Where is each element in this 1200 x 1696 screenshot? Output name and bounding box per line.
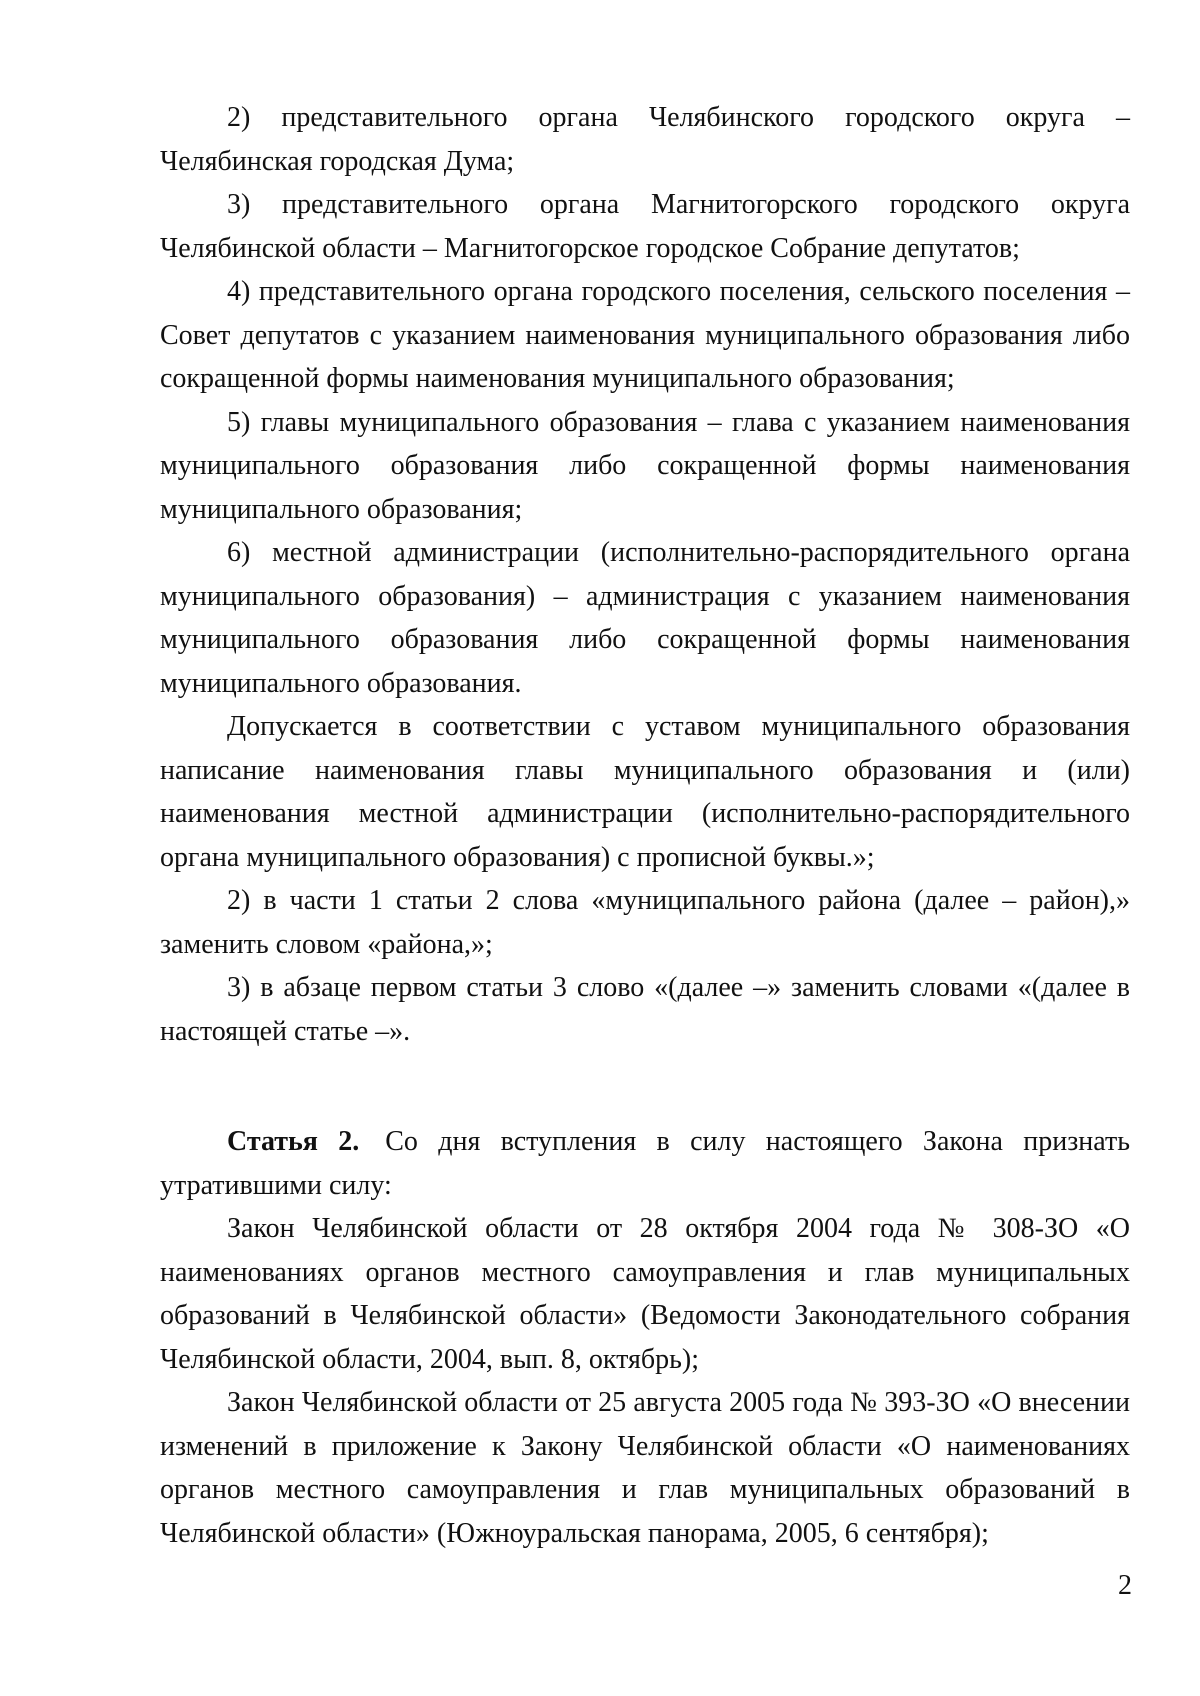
repealed-law-308: Закон Челябинской области от 28 октября 2004 года № 308-ЗО «О наименованиях органов местного самоуправления и глав муниципальных образований в Челябинской области» (Ведомости Законодательного собрания Челябинской области, 2004, вып. 8, октябрь); <box>160 1213 1130 1375</box>
paragraph-amendment-2: 2) в части 1 статьи 2 слова «муниципального района (далее – район),» заменить словом «района,»; <box>160 885 1130 960</box>
article-2-heading: Статья 2. <box>227 1126 360 1157</box>
article-2-text: Со дня вступления в силу настоящего Закона признать утратившими силу: <box>160 1126 1130 1201</box>
paragraph-item-5: 5) главы муниципального образования – глава с указанием наименования муниципального образования либо сокращенной формы наименования муниципального образования; <box>160 406 1130 525</box>
paragraph-amendment-3: 3) в абзаце первом статьи 3 слово «(далее –» заменить словами «(далее в настоящей статье –». <box>160 972 1130 1047</box>
paragraph-item-6: 6) местной администрации (исполнительно-распорядительного органа муниципального образования) – администрация с указанием наименования муниципального образования либо сокращенной формы наименования муниципального образования. <box>160 537 1130 699</box>
paragraph-item-4: 4) представительного органа городского поселения, сельского поселения – Совет депутатов с указанием наименования муниципального образования либо сокращенной формы наименования муниципального образования; <box>160 276 1130 394</box>
paragraph-item-2: 2) представительного органа Челябинского городского округа – Челябинская городская Дума; <box>160 102 1130 177</box>
page-number: 2 <box>1118 1570 1132 1601</box>
paragraph-capitalization-note: Допускается в соответствии с уставом муниципального образования написание наименования главы муниципального образования и (или) наименования местной администрации (исполнительно-распорядительного органа муниципального образования) с прописной буквы.»; <box>160 711 1130 873</box>
repealed-law-393: Закон Челябинской области от 25 августа 2005 года № 393-ЗО «О внесении изменений в приложение к Закону Челябинской области «О наименованиях органов местного самоуправления и глав муниципальных образований в Челябинской области» (Южноуральская панорама, 2005, 6 сентября); <box>160 1387 1130 1549</box>
document-body <box>160 96 1130 1555</box>
article-2-intro <box>160 1120 1130 1207</box>
paragraph-item-3: 3) представительного органа Магнитогорского городского округа Челябинской области – Магнитогорское городское Собрание депутатов; <box>160 189 1130 264</box>
